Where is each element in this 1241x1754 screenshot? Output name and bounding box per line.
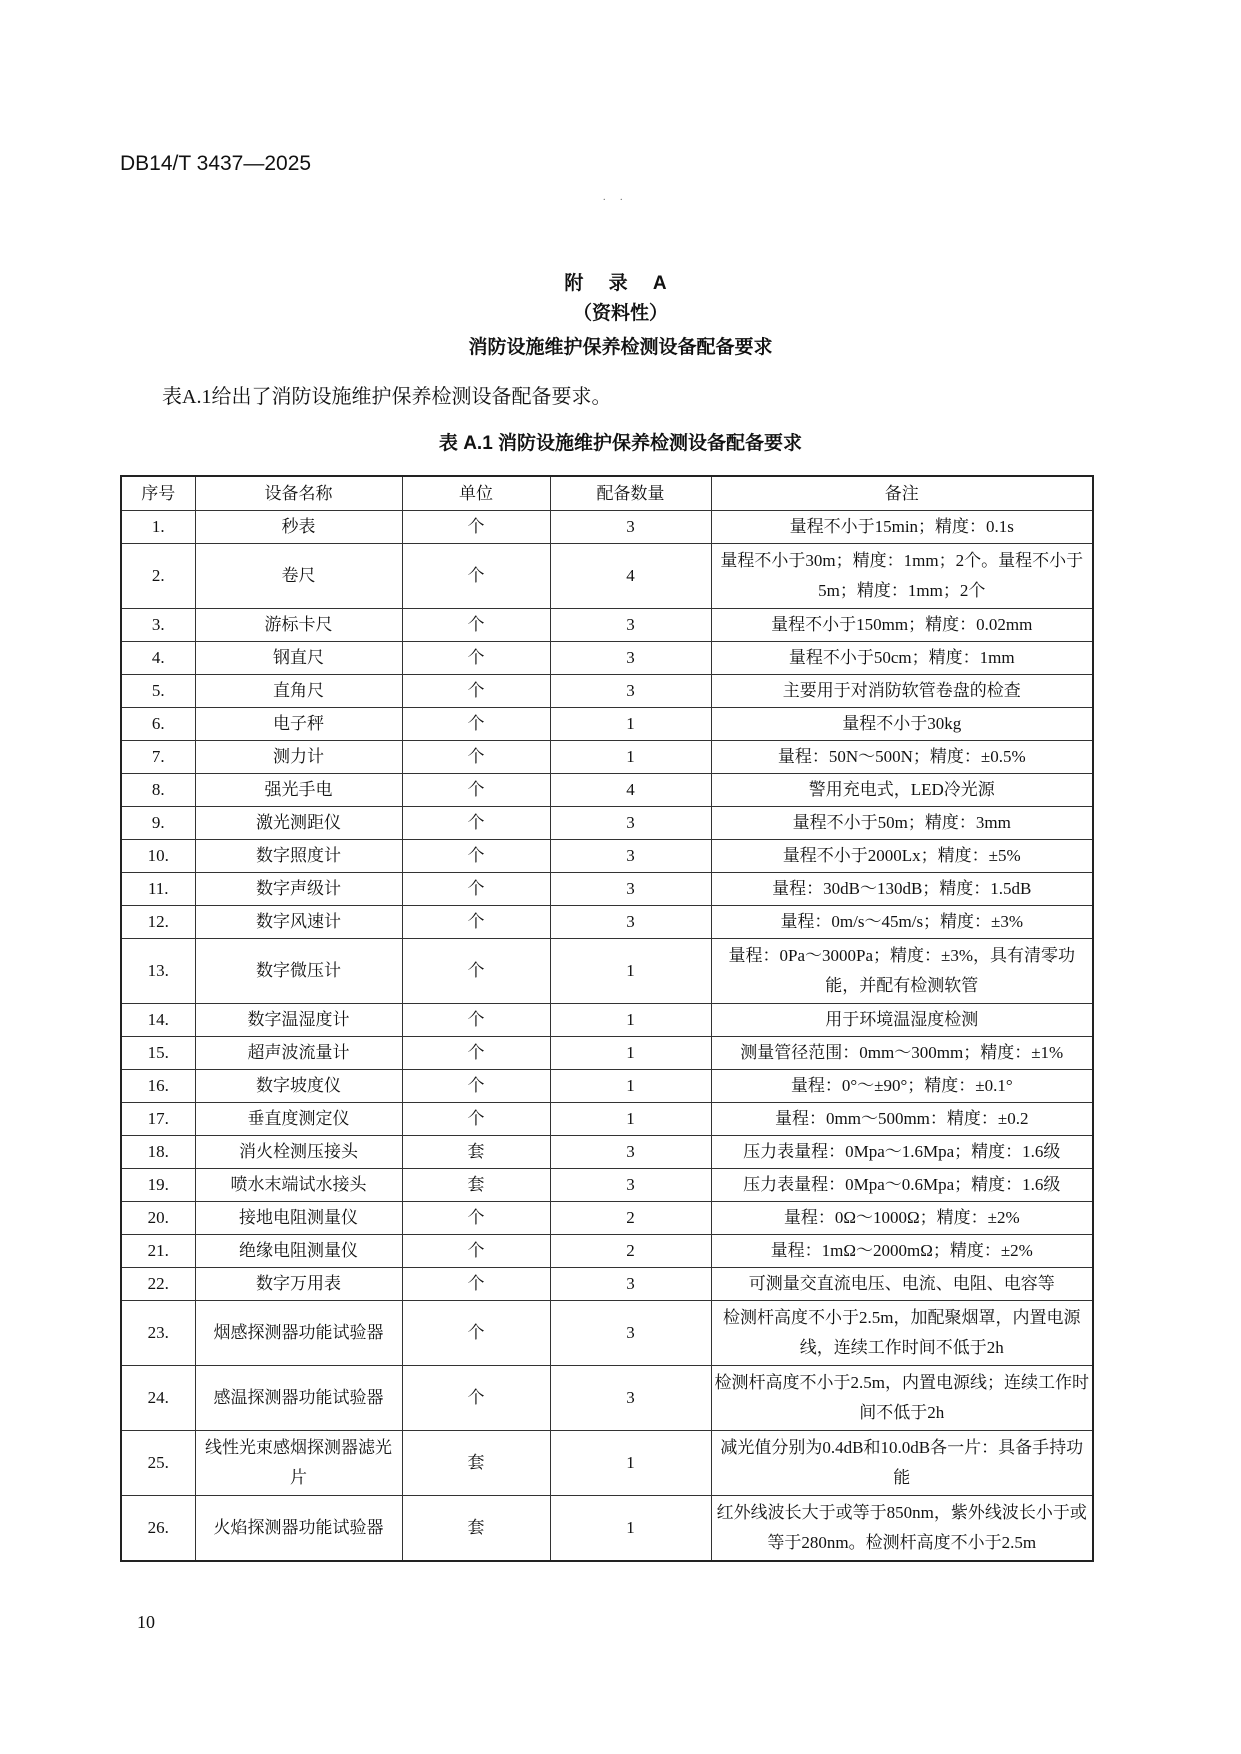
cell-unit: 个 — [402, 939, 550, 1004]
cell-index: 14. — [121, 1004, 195, 1037]
cell-index: 26. — [121, 1496, 195, 1562]
header-remarks: 备注 — [711, 476, 1093, 511]
cell-index: 1. — [121, 511, 195, 544]
cell-quantity: 3 — [550, 1366, 711, 1431]
cell-unit: 个 — [402, 1070, 550, 1103]
cell-remarks: 用于环境温湿度检测 — [711, 1004, 1093, 1037]
cell-name: 秒表 — [195, 511, 402, 544]
table-row — [121, 609, 1093, 642]
cell-name: 喷水末端试水接头 — [195, 1169, 402, 1202]
cell-name: 卷尺 — [195, 544, 402, 609]
cell-index: 22. — [121, 1268, 195, 1301]
cell-index: 12. — [121, 906, 195, 939]
appendix-title: 消防设施维护保养检测设备配备要求 — [468, 337, 773, 358]
cell-remarks: 量程不小于15min；精度：0.1s — [711, 511, 1093, 544]
page-number: 10 — [137, 1612, 155, 1632]
table-row — [121, 1070, 1093, 1103]
table-row — [121, 1366, 1093, 1431]
cell-index: 10. — [121, 840, 195, 873]
cell-quantity: 3 — [550, 840, 711, 873]
cell-unit: 个 — [402, 840, 550, 873]
cell-unit: 个 — [402, 1004, 550, 1037]
table-row — [121, 741, 1093, 774]
table-row — [121, 1301, 1093, 1366]
cell-remarks: 减光值分别为0.4dB和10.0dB各一片：具备手持功能 — [711, 1431, 1093, 1496]
cell-remarks: 量程：1mΩ～2000mΩ；精度：±2% — [711, 1235, 1093, 1268]
cell-name: 数字坡度仪 — [195, 1070, 402, 1103]
cell-index: 4. — [121, 642, 195, 675]
cell-unit: 个 — [402, 1366, 550, 1431]
table-row — [121, 1004, 1093, 1037]
cell-name: 数字照度计 — [195, 840, 402, 873]
cell-name: 数字微压计 — [195, 939, 402, 1004]
table-row — [121, 1268, 1093, 1301]
cell-index: 2. — [121, 544, 195, 609]
cell-unit: 个 — [402, 642, 550, 675]
cell-name: 数字万用表 — [195, 1268, 402, 1301]
table-row — [121, 1496, 1093, 1562]
cell-unit: 个 — [402, 1301, 550, 1366]
cell-index: 23. — [121, 1301, 195, 1366]
cell-unit: 个 — [402, 906, 550, 939]
cell-index: 11. — [121, 873, 195, 906]
cell-name: 直角尺 — [195, 675, 402, 708]
table-row — [121, 906, 1093, 939]
cell-remarks: 量程：0Pa～3000Pa；精度：±3%，具有清零功能，并配有检测软管 — [711, 939, 1093, 1004]
cell-remarks: 量程不小于30m；精度：1mm；2个。量程不小于5m；精度：1mm；2个 — [711, 544, 1093, 609]
appendix-label: 附 录 A — [564, 273, 677, 294]
table-caption: 表 A.1 消防设施维护保养检测设备配备要求 — [438, 433, 803, 454]
cell-name: 数字风速计 — [195, 906, 402, 939]
cell-unit: 个 — [402, 1268, 550, 1301]
cell-index: 18. — [121, 1136, 195, 1169]
cell-remarks: 量程不小于50cm；精度：1mm — [711, 642, 1093, 675]
cell-remarks: 量程：50N～500N；精度：±0.5% — [711, 741, 1093, 774]
cell-index: 3. — [121, 609, 195, 642]
cell-quantity: 1 — [550, 1496, 711, 1562]
cell-remarks: 量程不小于30kg — [711, 708, 1093, 741]
cell-quantity: 3 — [550, 807, 711, 840]
cell-unit: 套 — [402, 1169, 550, 1202]
cell-name: 钢直尺 — [195, 642, 402, 675]
cell-name: 垂直度测定仪 — [195, 1103, 402, 1136]
cell-quantity: 2 — [550, 1202, 711, 1235]
cell-name: 数字声级计 — [195, 873, 402, 906]
table-row — [121, 1103, 1093, 1136]
cell-name: 线性光束感烟探测器滤光片 — [195, 1431, 402, 1496]
header-dots: . . — [603, 192, 629, 203]
cell-index: 20. — [121, 1202, 195, 1235]
cell-index: 9. — [121, 807, 195, 840]
cell-quantity: 3 — [550, 609, 711, 642]
table-header-row — [121, 476, 1093, 511]
cell-unit: 个 — [402, 1202, 550, 1235]
table-row — [121, 675, 1093, 708]
header-index: 序号 — [121, 476, 195, 511]
cell-quantity: 4 — [550, 774, 711, 807]
cell-remarks: 量程不小于2000Lx；精度：±5% — [711, 840, 1093, 873]
cell-unit: 个 — [402, 807, 550, 840]
table-row — [121, 939, 1093, 1004]
cell-remarks: 检测杆高度不小于2.5m，加配聚烟罩，内置电源线，连续工作时间不低于2h — [711, 1301, 1093, 1366]
cell-remarks: 量程：0m/s～45m/s；精度：±3% — [711, 906, 1093, 939]
table-row — [121, 807, 1093, 840]
cell-index: 17. — [121, 1103, 195, 1136]
cell-remarks: 量程：0°～±90°；精度：±0.1° — [711, 1070, 1093, 1103]
cell-index: 25. — [121, 1431, 195, 1496]
cell-quantity: 3 — [550, 873, 711, 906]
cell-index: 13. — [121, 939, 195, 1004]
cell-name: 火焰探测器功能试验器 — [195, 1496, 402, 1562]
cell-name: 数字温湿度计 — [195, 1004, 402, 1037]
cell-name: 强光手电 — [195, 774, 402, 807]
cell-unit: 个 — [402, 774, 550, 807]
cell-index: 6. — [121, 708, 195, 741]
table-row — [121, 544, 1093, 609]
cell-index: 15. — [121, 1037, 195, 1070]
cell-unit: 个 — [402, 741, 550, 774]
cell-unit: 个 — [402, 511, 550, 544]
cell-quantity: 1 — [550, 1070, 711, 1103]
cell-index: 21. — [121, 1235, 195, 1268]
header-unit: 单位 — [402, 476, 550, 511]
cell-index: 19. — [121, 1169, 195, 1202]
cell-name: 接地电阻测量仪 — [195, 1202, 402, 1235]
cell-unit: 个 — [402, 1103, 550, 1136]
cell-remarks: 压力表量程：0Mpa～0.6Mpa；精度：1.6级 — [711, 1169, 1093, 1202]
cell-unit: 个 — [402, 675, 550, 708]
cell-quantity: 2 — [550, 1235, 711, 1268]
cell-unit: 个 — [402, 609, 550, 642]
cell-quantity: 1 — [550, 1103, 711, 1136]
table-row — [121, 774, 1093, 807]
table-row — [121, 1202, 1093, 1235]
cell-quantity: 3 — [550, 906, 711, 939]
cell-remarks: 警用充电式，LED冷光源 — [711, 774, 1093, 807]
cell-quantity: 3 — [550, 642, 711, 675]
cell-unit: 套 — [402, 1496, 550, 1562]
cell-quantity: 1 — [550, 1004, 711, 1037]
cell-remarks: 量程：0mm～500mm：精度：±0.2 — [711, 1103, 1093, 1136]
cell-remarks: 压力表量程：0Mpa～1.6Mpa；精度：1.6级 — [711, 1136, 1093, 1169]
cell-unit: 个 — [402, 544, 550, 609]
cell-quantity: 3 — [550, 1301, 711, 1366]
cell-quantity: 1 — [550, 708, 711, 741]
cell-remarks: 主要用于对消防软管卷盘的检查 — [711, 675, 1093, 708]
appendix-nature: （资料性） — [572, 303, 668, 324]
cell-remarks: 量程：0Ω～1000Ω；精度：±2% — [711, 1202, 1093, 1235]
header-name: 设备名称 — [195, 476, 402, 511]
cell-unit: 个 — [402, 873, 550, 906]
cell-quantity: 3 — [550, 1169, 711, 1202]
cell-remarks: 红外线波长大于或等于850nm，紫外线波长小于或等于280nm。检测杆高度不小于2.5m — [711, 1496, 1093, 1562]
cell-quantity: 3 — [550, 511, 711, 544]
cell-quantity: 3 — [550, 1268, 711, 1301]
cell-name: 电子秤 — [195, 708, 402, 741]
cell-remarks: 测量管径范围：0mm～300mm；精度：±1% — [711, 1037, 1093, 1070]
table-row — [121, 708, 1093, 741]
cell-unit: 套 — [402, 1431, 550, 1496]
cell-name: 激光测距仪 — [195, 807, 402, 840]
cell-quantity: 3 — [550, 1136, 711, 1169]
cell-index: 8. — [121, 774, 195, 807]
table-row — [121, 511, 1093, 544]
cell-name: 游标卡尺 — [195, 609, 402, 642]
cell-index: 16. — [121, 1070, 195, 1103]
cell-remarks: 检测杆高度不小于2.5m，内置电源线；连续工作时间不低于2h — [711, 1366, 1093, 1431]
cell-remarks: 量程不小于150mm；精度：0.02mm — [711, 609, 1093, 642]
table-row — [121, 1136, 1093, 1169]
cell-name: 感温探测器功能试验器 — [195, 1366, 402, 1431]
cell-quantity: 1 — [550, 741, 711, 774]
cell-index: 5. — [121, 675, 195, 708]
document-code: DB14/T 3437—2025 — [120, 152, 312, 175]
table-row — [121, 1169, 1093, 1202]
table-row — [121, 1037, 1093, 1070]
table-row — [121, 642, 1093, 675]
cell-index: 7. — [121, 741, 195, 774]
cell-quantity: 4 — [550, 544, 711, 609]
equipment-table — [120, 475, 1094, 1562]
cell-name: 测力计 — [195, 741, 402, 774]
cell-quantity: 1 — [550, 1037, 711, 1070]
cell-quantity: 1 — [550, 939, 711, 1004]
header-quantity: 配备数量 — [550, 476, 711, 511]
table-row — [121, 1431, 1093, 1496]
cell-unit: 个 — [402, 1037, 550, 1070]
cell-unit: 个 — [402, 708, 550, 741]
cell-name: 消火栓测压接头 — [195, 1136, 402, 1169]
cell-quantity: 1 — [550, 1431, 711, 1496]
cell-name: 绝缘电阻测量仪 — [195, 1235, 402, 1268]
cell-unit: 套 — [402, 1136, 550, 1169]
intro-paragraph: 表A.1给出了消防设施维护保养检测设备配备要求。 — [162, 386, 612, 408]
cell-remarks: 可测量交直流电压、电流、电阻、电容等 — [711, 1268, 1093, 1301]
cell-remarks: 量程：30dB～130dB；精度：1.5dB — [711, 873, 1093, 906]
cell-quantity: 3 — [550, 675, 711, 708]
cell-unit: 个 — [402, 1235, 550, 1268]
cell-name: 超声波流量计 — [195, 1037, 402, 1070]
table-row — [121, 840, 1093, 873]
cell-index: 24. — [121, 1366, 195, 1431]
cell-name: 烟感探测器功能试验器 — [195, 1301, 402, 1366]
table-row — [121, 1235, 1093, 1268]
cell-remarks: 量程不小于50m；精度：3mm — [711, 807, 1093, 840]
table-row — [121, 873, 1093, 906]
